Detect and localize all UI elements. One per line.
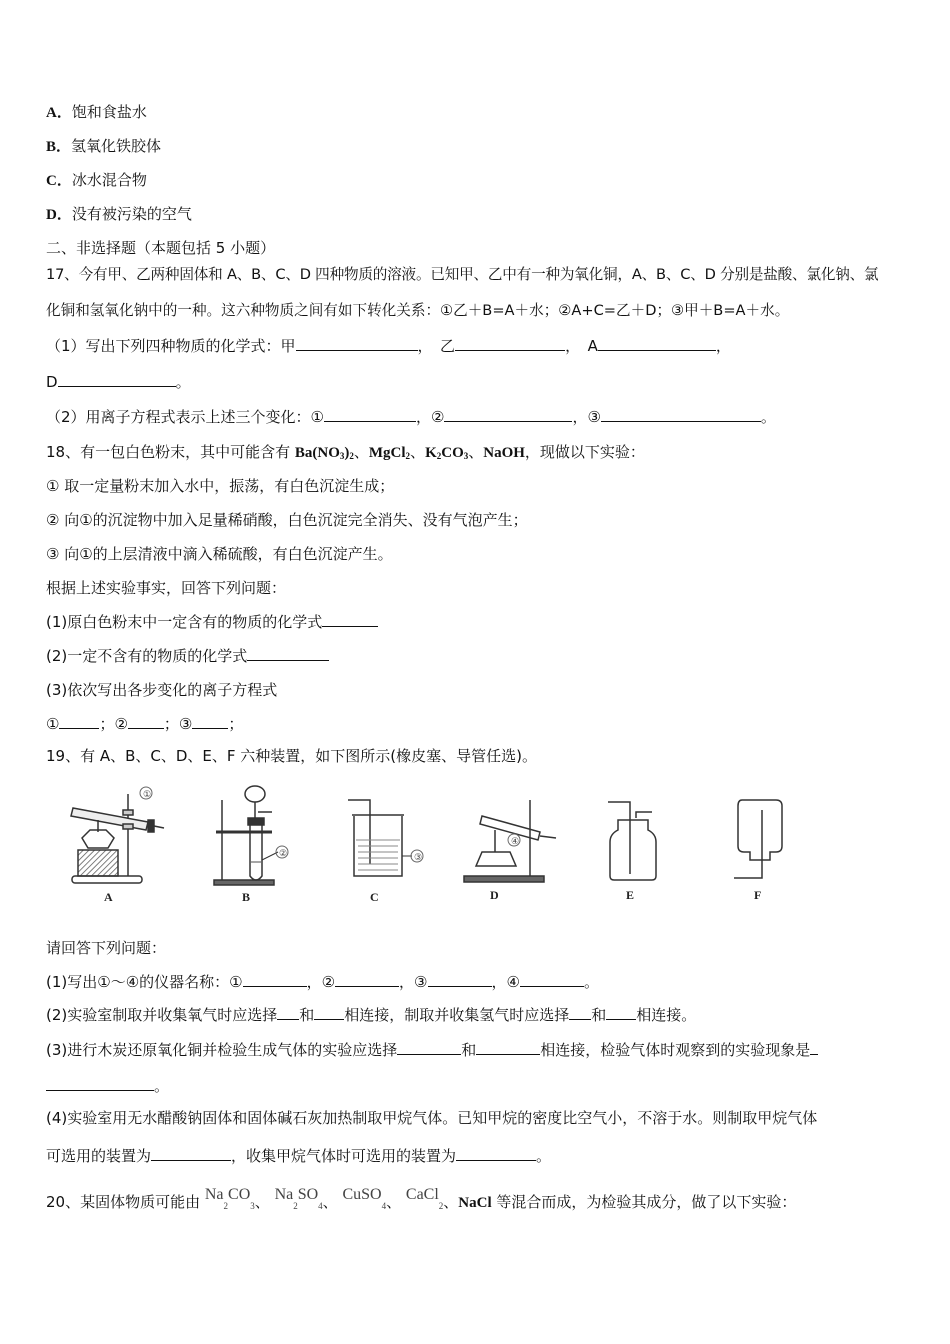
q17-end: 。 xyxy=(175,373,191,391)
option-text: 冰水混合物 xyxy=(71,171,147,189)
svg-text:④: ④ xyxy=(511,836,520,846)
q19-sub1-text: (1)写出①～④的仪器名称：① xyxy=(46,973,243,991)
apparatus-b-icon xyxy=(210,780,300,890)
answer-blank[interactable] xyxy=(601,407,761,422)
q19-sub2 xyxy=(46,1005,696,1025)
q19-sub2-text: 相连接，制取并收集氢气时应选择 xyxy=(344,1006,570,1024)
apparatus-f-icon xyxy=(728,780,798,890)
q17-sub2 xyxy=(46,407,776,427)
q18-sub3: (3)依次写出各步变化的离子方程式 xyxy=(46,681,278,699)
q19-sub1 xyxy=(46,972,599,992)
answer-blank[interactable] xyxy=(192,714,228,729)
formula-k2co3: $K_2CO_3$ xyxy=(425,445,469,461)
separator: 、 xyxy=(322,1193,338,1211)
q18-answer-line xyxy=(46,714,243,734)
q20-text: 等混合而成，为检验其成分，做了以下实验： xyxy=(491,1193,797,1211)
svg-text:①: ① xyxy=(143,789,152,799)
q18-intro: 18、有一包白色粉末，其中可能含有 $Ba(NO_3)_2$、MgCl$_2$、$K_2CO_3$、NaOH，现做以下实验： xyxy=(46,443,645,461)
q17-sub1-line2 xyxy=(46,372,191,392)
q19-sub4-text: 可选用的装置为 xyxy=(46,1147,152,1165)
answer-blank[interactable] xyxy=(322,612,378,627)
apparatus-label-e: E xyxy=(626,888,635,902)
q19-sub2-text: 相连接。 xyxy=(636,1006,697,1024)
svg-text:②: ② xyxy=(279,848,288,858)
answer-blank[interactable] xyxy=(128,714,164,729)
q19-sub4-line1: (4)实验室用无水醋酸钠固体和固体碱石灰加热制取甲烷气体。已知甲烷的密度比空气小，不溶于水。则制取甲烷气体 xyxy=(46,1109,818,1127)
answer-blank[interactable] xyxy=(277,1005,299,1020)
option-text: 氢氧化铁胶体 xyxy=(71,137,162,155)
answer-blank[interactable] xyxy=(59,714,99,729)
answer-blank[interactable] xyxy=(456,1146,536,1161)
apparatus-label-b: B xyxy=(242,890,251,904)
q19-sub1-text: 。 xyxy=(583,973,599,991)
q17-sub1-text: ， 乙 xyxy=(417,337,456,355)
q20-line xyxy=(46,1186,797,1224)
q17-sub2-text: ，② xyxy=(416,408,445,426)
apparatus-label-f: F xyxy=(754,888,762,902)
option-text: 饱和食盐水 xyxy=(71,103,147,121)
answer-blank[interactable] xyxy=(598,336,716,351)
q17-line2: 化铜和氢氧化钠中的一种。这六种物质之间有如下转化关系：①乙＋B=A＋水；②A+C=乙＋D；③甲＋B=A＋水。 xyxy=(46,302,790,319)
option-d xyxy=(46,204,192,225)
option-a xyxy=(46,102,147,123)
q19-sub4-line2 xyxy=(46,1146,551,1166)
formula-cuso4: CuSO$_4$ xyxy=(342,1186,387,1211)
q19-sub3-line2 xyxy=(46,1076,169,1096)
semicolon: ； xyxy=(228,715,244,733)
answer-blank[interactable] xyxy=(151,1146,231,1161)
q19-sub3-text: 和 xyxy=(461,1041,477,1059)
q19-sub1-text: ，② xyxy=(306,973,336,991)
q19-sub3-end: 。 xyxy=(154,1077,170,1095)
apparatus-figure xyxy=(60,780,820,910)
apparatus-c-icon xyxy=(340,780,430,890)
option-letter: A． xyxy=(46,105,72,121)
q18-sub2 xyxy=(46,646,329,666)
q19-sub2-text: 和 xyxy=(299,1006,315,1024)
q18-sub1-text: (1)原白色粉末中一定含有的物质的化学式 xyxy=(46,613,323,631)
q18-prompt: 根据上述实验事实，回答下列问题： xyxy=(46,579,287,597)
q18-intro-text: ，现做以下实验： xyxy=(524,443,645,461)
q17-sub2-text: 。 xyxy=(760,408,776,426)
q18-sub1 xyxy=(46,612,378,632)
q17-sub2-text: ，③ xyxy=(572,408,601,426)
q19-sub4-text: 。 xyxy=(536,1147,552,1165)
q19-prompt: 请回答下列问题： xyxy=(46,939,167,957)
answer-blank[interactable] xyxy=(476,1040,540,1055)
answer-blank[interactable] xyxy=(46,1076,154,1091)
formula-naoh: NaOH xyxy=(483,445,525,461)
apparatus-d-icon xyxy=(460,780,570,890)
q17-sub1-text: ， A xyxy=(565,337,598,355)
answer-blank[interactable] xyxy=(810,1040,818,1055)
option-letter: B． xyxy=(46,139,72,155)
q17-line1: 17、今有甲、乙两种固体和 A、B、C、D 四种物质的溶液。已知甲、乙中有一种为氧化铜，A、B、C、D 分别是盐酸、氯化钠、氯 xyxy=(46,266,879,283)
q19-sub1-text: ，④ xyxy=(491,973,520,991)
apparatus-label-c: C xyxy=(370,890,379,904)
q20-text: 20、某固体物质可能由 xyxy=(46,1193,201,1211)
option-c xyxy=(46,170,147,191)
q17-sub2-text: （2）用离子方程式表示上述三个变化：① xyxy=(46,408,324,426)
circle-3: ；③ xyxy=(163,715,193,733)
q18-sub2-text: (2)一定不含有的物质的化学式 xyxy=(46,647,248,665)
apparatus-label-a: A xyxy=(104,890,113,904)
q17-sub1 xyxy=(46,336,731,356)
formula-ba-no3-2: $Ba(NO_3)_2$ xyxy=(294,445,354,461)
answer-blank[interactable] xyxy=(314,1005,344,1020)
answer-blank[interactable] xyxy=(428,972,492,987)
formula-nacl: NaCl xyxy=(458,1195,492,1211)
apparatus-a-icon xyxy=(68,780,178,890)
apparatus-e-icon xyxy=(600,780,670,890)
q19-intro: 19、有 A、B、C、D、E、F 六种装置，如下图所示(橡皮塞、导管任选)。 xyxy=(46,747,538,765)
option-b xyxy=(46,136,161,157)
formula-na2so4: $Na_2SO_4$ xyxy=(274,1186,323,1211)
answer-blank[interactable] xyxy=(296,336,418,351)
answer-blank[interactable] xyxy=(247,646,329,661)
q17-sub1-text: ， xyxy=(715,337,731,355)
formula-na2co3: $Na_2CO_3$ xyxy=(204,1186,255,1211)
q19-sub3 xyxy=(46,1040,818,1060)
separator: 、 xyxy=(443,1193,459,1211)
answer-blank[interactable] xyxy=(243,972,307,987)
answer-blank[interactable] xyxy=(444,407,572,422)
option-letter: D． xyxy=(46,207,72,223)
q17-d-label: D xyxy=(46,373,58,391)
answer-blank[interactable] xyxy=(324,407,416,422)
q18-step3: ③ 向①的上层清液中滴入稀硫酸，有白色沉淀产生。 xyxy=(46,545,393,563)
circle-1: ① xyxy=(46,715,60,733)
answer-blank[interactable] xyxy=(569,1005,591,1020)
option-letter: C． xyxy=(46,173,72,189)
q19-sub3-text: 相连接，检验气体时观察到的实验现象是 xyxy=(540,1041,811,1059)
formula-mgcl2: MgCl$_2$ xyxy=(368,445,411,461)
answer-blank[interactable] xyxy=(455,336,565,351)
separator: 、 xyxy=(386,1193,402,1211)
q19-sub2-text: (2)实验室制取并收集氧气时应选择 xyxy=(46,1006,278,1024)
q18-step1: ① 取一定量粉末加入水中，振荡，有白色沉淀生成； xyxy=(46,477,395,495)
q19-sub3-text: (3)进行木炭还原氧化铜并检验生成气体的实验应选择 xyxy=(46,1041,398,1059)
q18-step2: ② 向①的沉淀物中加入足量稀硝酸，白色沉淀完全消失、没有气泡产生； xyxy=(46,511,528,529)
svg-text:③: ③ xyxy=(414,852,423,862)
answer-blank[interactable] xyxy=(397,1040,461,1055)
answer-blank[interactable] xyxy=(520,972,584,987)
q17-sub1-text: （1）写出下列四种物质的化学式：甲 xyxy=(46,337,296,355)
answer-blank[interactable] xyxy=(58,372,176,387)
formula-cacl2: CaCl$_2$ xyxy=(405,1186,444,1211)
q18-intro-text: 18、有一包白色粉末，其中可能含有 xyxy=(46,443,295,461)
answer-blank[interactable] xyxy=(606,1005,636,1020)
section-heading: 二、非选择题（本题包括 5 小题） xyxy=(46,239,276,257)
q19-sub2-text: 和 xyxy=(591,1006,607,1024)
apparatus-label-d: D xyxy=(490,888,499,902)
separator: 、 xyxy=(254,1193,270,1211)
option-text: 没有被污染的空气 xyxy=(71,205,192,223)
q19-sub4-text: ，收集甲烷气体时可选用的装置为 xyxy=(231,1147,457,1165)
circle-2: ；② xyxy=(99,715,128,733)
answer-blank[interactable] xyxy=(335,972,399,987)
q19-sub1-text: ，③ xyxy=(399,973,428,991)
